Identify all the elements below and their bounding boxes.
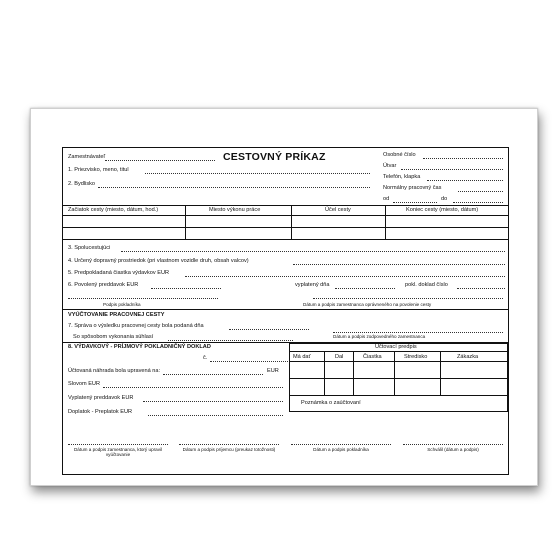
working-hours-label: Normálny pracovný čas	[383, 185, 442, 191]
phone-label: Telefón, klapka	[383, 174, 421, 180]
from-label: od	[383, 196, 390, 202]
expense-heading: 8. VÝDAVKOVÝ - PRÍJMOVÝ POKLADNIČNÝ DOKLAD	[68, 344, 211, 350]
reimbursement-label: Účtovaná náhrada bola upravená na:	[68, 368, 161, 374]
transport-label: 4. Určený dopravný prostriedok (pri vlastnom vozidle druh, obsah valcov)	[68, 258, 249, 264]
form-title: CESTOVNÝ PRÍKAZ	[223, 151, 326, 163]
department-label: Útvar	[383, 163, 397, 169]
surcharge-label: Doplatok - Preplatok EUR	[68, 409, 133, 415]
accounting-note-label: Poznámka o zaúčtovaní	[301, 400, 361, 406]
trip-purpose-header: Účel cesty	[325, 207, 351, 213]
signature-adjuster: Dátum a podpis zamestnanca, ktorý upravil vyúčtovanie	[73, 447, 163, 457]
advance-label: 6. Povolený preddavok EUR	[68, 282, 139, 288]
personal-number-label: Osobné číslo	[383, 152, 416, 158]
report-label: 7. Správa o výsledku pracovnej cesty bola podaná dňa	[68, 323, 204, 329]
name-label: 1. Priezvisko, meno, titul	[68, 167, 129, 173]
expected-amount-label: 5. Predpokladaná čiastka výdavkov EUR	[68, 270, 170, 276]
col-ciastka: Čiastka	[363, 354, 382, 360]
col-dal: Dal	[335, 354, 344, 360]
travel-order-form	[62, 147, 509, 475]
in-words-label: Slovom EUR	[68, 381, 101, 387]
trip-end-header: Koniec cesty (miesto, dátum)	[406, 207, 479, 213]
signature-cashier: Dátum a podpis pokladníka	[313, 447, 369, 452]
col-zakazka: Zákazka	[457, 354, 479, 360]
trip-start-header: Začiatok cesty (miesto, dátum, hod.)	[68, 207, 159, 213]
signature-recipient: Dátum a podpis príjemcu (preukaz totožnosti)	[182, 447, 276, 452]
responsible-signature-caption: Dátum a podpis zodpovedného zamestnanca	[333, 334, 426, 339]
employer-label: Zamestnávateľ	[68, 154, 106, 160]
agree-label: So spôsobom vykonania súhlasí	[73, 334, 154, 340]
to-label: do	[441, 196, 448, 202]
authorized-signature-caption: Dátum a podpis zamestnanca oprávneného na povolenie cesty	[303, 302, 432, 307]
doc-number-prefix: č.	[203, 355, 208, 361]
address-label: 2. Bydlisko	[68, 181, 96, 187]
accounting-title: Účtovací predpis	[375, 344, 417, 350]
cashier-signature-caption: Podpis pokladníka	[103, 302, 141, 307]
signature-approved: Schválil (dátum a podpis)	[427, 447, 479, 452]
advance-paid-label: Vyplatený preddavok EUR	[68, 395, 134, 401]
trip-place-header: Miesto výkonu práce	[209, 207, 261, 213]
form-sheet	[30, 108, 538, 486]
reimbursement-currency: EUR	[267, 368, 279, 374]
paid-day-label: vyplatený dňa	[295, 282, 330, 288]
settlement-heading: VYÚČTOVANIE PRACOVNEJ CESTY	[68, 312, 165, 318]
col-stredisko: Stredisko	[404, 354, 428, 360]
cash-doc-label: pokl. doklad číslo	[405, 282, 448, 288]
col-ma-dat: Má dať	[293, 354, 311, 360]
companions-label: 3. Spolucestujúci	[68, 245, 111, 251]
